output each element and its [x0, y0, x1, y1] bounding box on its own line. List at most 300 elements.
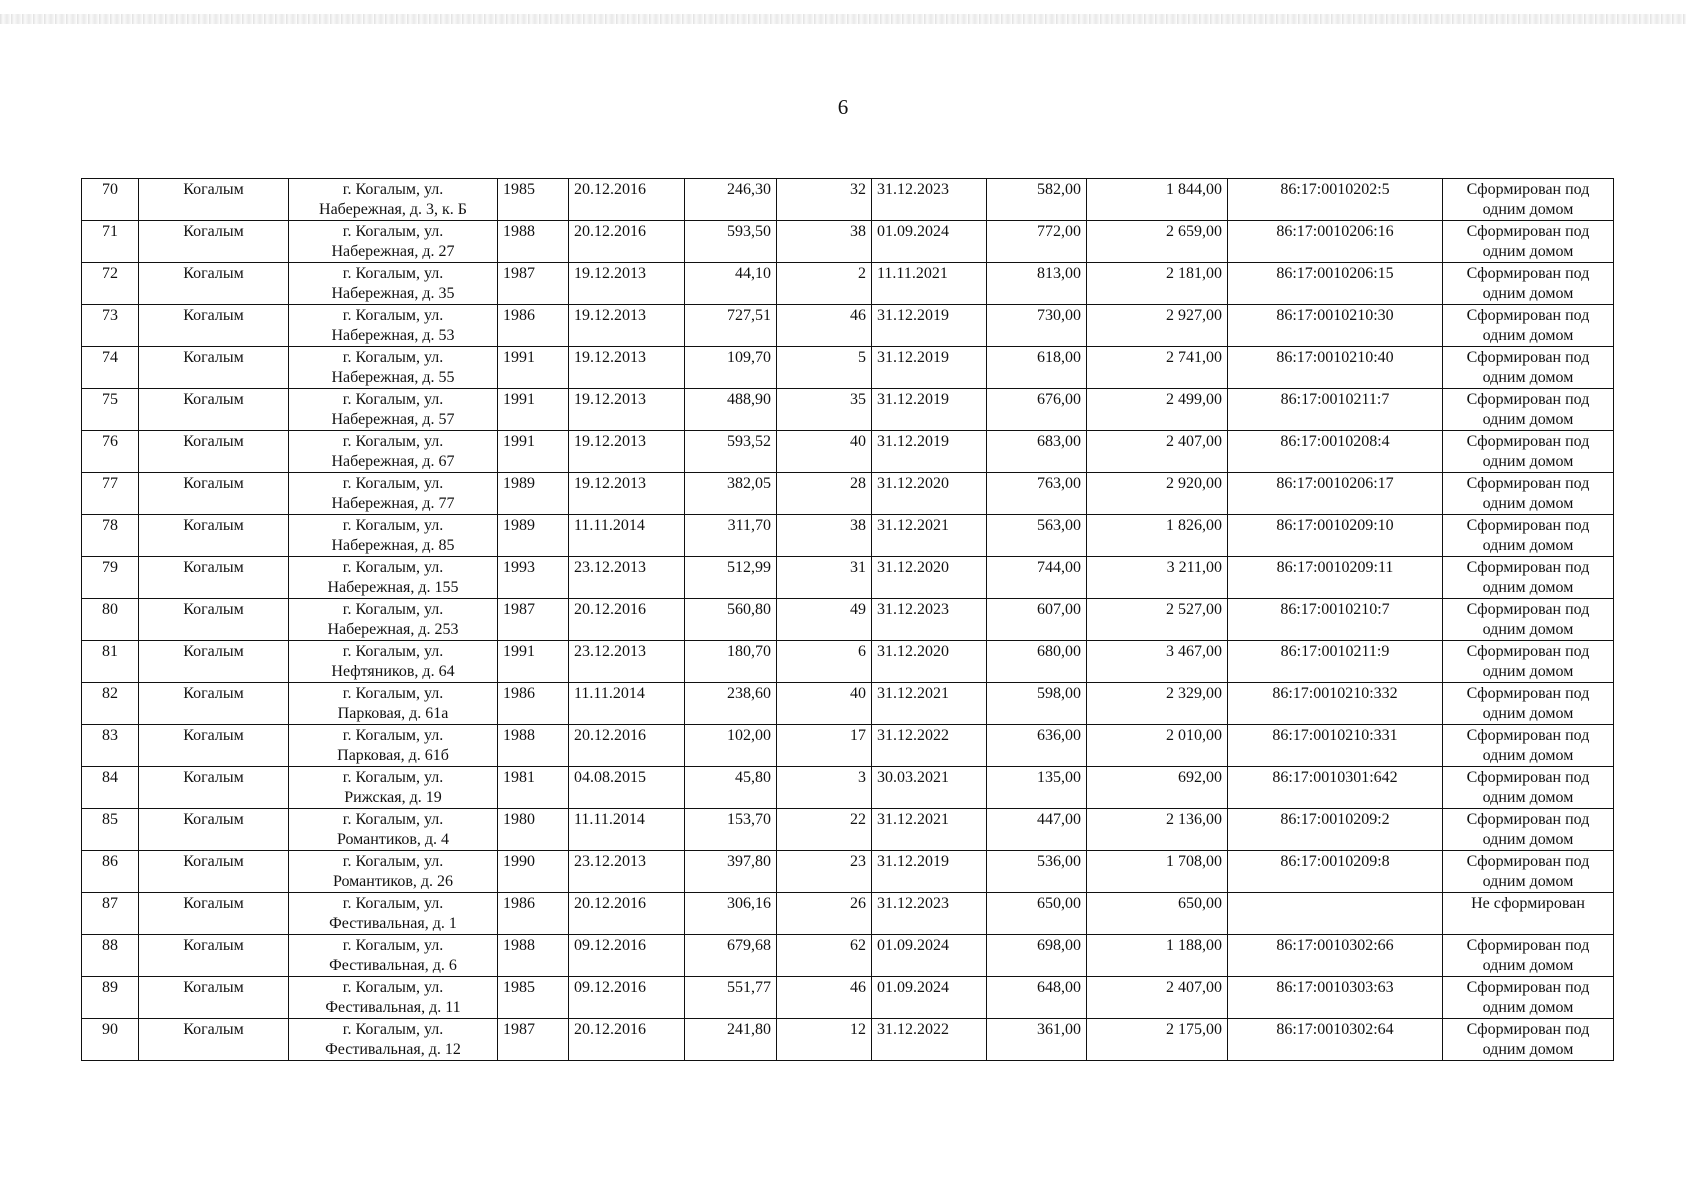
count-cell: 26	[777, 893, 872, 935]
area-cell: 238,60	[685, 683, 777, 725]
city-cell: Когалым	[139, 347, 289, 389]
city-cell: Когалым	[139, 851, 289, 893]
deadline-date-cell: 31.12.2019	[872, 305, 987, 347]
area-cell: 102,00	[685, 725, 777, 767]
year-cell: 1988	[498, 935, 569, 977]
date-cell: 19.12.2013	[569, 389, 685, 431]
city-cell: Когалым	[139, 431, 289, 473]
status-cell-line-2: одним домом	[1482, 285, 1574, 302]
row-number-cell: 81	[82, 641, 139, 683]
count-cell: 17	[777, 725, 872, 767]
address-cell-line-2: Набережная, д. 53	[331, 327, 455, 344]
count-cell: 40	[777, 683, 872, 725]
count-cell: 28	[777, 473, 872, 515]
address-cell	[289, 263, 498, 305]
cadastral-number-cell	[1228, 893, 1443, 935]
table-row	[82, 851, 1614, 893]
value-cell: 676,00	[987, 389, 1087, 431]
year-cell: 1989	[498, 473, 569, 515]
count-cell: 3	[777, 767, 872, 809]
table-row	[82, 893, 1614, 935]
status-cell	[1443, 725, 1614, 767]
table-row	[82, 641, 1614, 683]
date-cell: 09.12.2016	[569, 977, 685, 1019]
address-cell-line-2: Набережная, д. 3, к. Б	[319, 201, 467, 218]
status-cell-line-2: одним домом	[1482, 243, 1574, 260]
total-value-cell: 2 499,00	[1087, 389, 1228, 431]
cadastral-number-cell: 86:17:0010206:16	[1228, 221, 1443, 263]
status-cell	[1443, 431, 1614, 473]
year-cell: 1991	[498, 641, 569, 683]
date-cell: 04.08.2015	[569, 767, 685, 809]
status-cell	[1443, 599, 1614, 641]
city-cell: Когалым	[139, 305, 289, 347]
deadline-date-cell: 31.12.2019	[872, 851, 987, 893]
status-cell	[1443, 809, 1614, 851]
status-cell-line-1: Сформирован под	[1466, 643, 1590, 660]
address-cell	[289, 851, 498, 893]
status-cell-line-1: Сформирован под	[1466, 391, 1590, 408]
address-cell-line-2: Парковая, д. 61б	[337, 747, 449, 764]
count-cell: 2	[777, 263, 872, 305]
area-cell: 512,99	[685, 557, 777, 599]
year-cell: 1988	[498, 221, 569, 263]
status-cell-line-2: одним домом	[1482, 621, 1574, 638]
address-cell-line-1: г. Когалым, ул.	[342, 307, 444, 324]
value-cell: 763,00	[987, 473, 1087, 515]
status-cell-line-1: Сформирован под	[1466, 1021, 1590, 1038]
status-cell-line-2: одним домом	[1482, 495, 1574, 512]
total-value-cell: 650,00	[1087, 893, 1228, 935]
date-cell: 19.12.2013	[569, 263, 685, 305]
city-cell: Когалым	[139, 683, 289, 725]
status-cell	[1443, 977, 1614, 1019]
year-cell: 1986	[498, 683, 569, 725]
row-number-cell: 86	[82, 851, 139, 893]
address-cell	[289, 557, 498, 599]
year-cell: 1981	[498, 767, 569, 809]
row-number-cell: 79	[82, 557, 139, 599]
address-cell-line-1: г. Когалым, ул.	[342, 853, 444, 870]
date-cell: 20.12.2016	[569, 1019, 685, 1061]
count-cell: 62	[777, 935, 872, 977]
city-cell: Когалым	[139, 263, 289, 305]
row-number-cell: 89	[82, 977, 139, 1019]
city-cell: Когалым	[139, 557, 289, 599]
year-cell: 1991	[498, 347, 569, 389]
area-cell: 306,16	[685, 893, 777, 935]
count-cell: 38	[777, 221, 872, 263]
year-cell: 1989	[498, 515, 569, 557]
cadastral-number-cell: 86:17:0010210:331	[1228, 725, 1443, 767]
status-cell-line-2: одним домом	[1482, 579, 1574, 596]
address-cell	[289, 515, 498, 557]
total-value-cell: 2 175,00	[1087, 1019, 1228, 1061]
status-cell	[1443, 347, 1614, 389]
year-cell: 1985	[498, 179, 569, 221]
date-cell: 11.11.2014	[569, 809, 685, 851]
area-cell: 488,90	[685, 389, 777, 431]
value-cell: 683,00	[987, 431, 1087, 473]
status-cell-line-1: Сформирован под	[1466, 937, 1590, 954]
cadastral-number-cell: 86:17:0010206:15	[1228, 263, 1443, 305]
status-cell-line-1: Сформирован под	[1466, 349, 1590, 366]
table-body	[82, 179, 1614, 1061]
address-cell	[289, 1019, 498, 1061]
city-cell: Когалым	[139, 389, 289, 431]
total-value-cell: 2 927,00	[1087, 305, 1228, 347]
address-cell-line-1: г. Когалым, ул.	[342, 601, 444, 618]
count-cell: 12	[777, 1019, 872, 1061]
table-row	[82, 389, 1614, 431]
table-row	[82, 1019, 1614, 1061]
area-cell: 44,10	[685, 263, 777, 305]
row-number-cell: 75	[82, 389, 139, 431]
status-cell-line-2: одним домом	[1482, 411, 1574, 428]
cadastral-number-cell: 86:17:0010301:642	[1228, 767, 1443, 809]
row-number-cell: 87	[82, 893, 139, 935]
page-number: 6	[837, 95, 849, 119]
address-cell-line-2: Набережная, д. 55	[331, 369, 455, 386]
address-cell-line-1: г. Когалым, ул.	[342, 559, 444, 576]
count-cell: 6	[777, 641, 872, 683]
address-cell-line-1: г. Когалым, ул.	[342, 475, 444, 492]
status-cell-line-2: одним домом	[1482, 201, 1574, 218]
address-cell	[289, 431, 498, 473]
count-cell: 46	[777, 977, 872, 1019]
address-cell	[289, 977, 498, 1019]
area-cell: 679,68	[685, 935, 777, 977]
status-cell	[1443, 473, 1614, 515]
year-cell: 1987	[498, 1019, 569, 1061]
status-cell-line-1: Сформирован под	[1466, 433, 1590, 450]
status-cell	[1443, 683, 1614, 725]
address-cell-line-1: г. Когалым, ул.	[342, 1021, 444, 1038]
total-value-cell: 2 181,00	[1087, 263, 1228, 305]
deadline-date-cell: 01.09.2024	[872, 977, 987, 1019]
status-cell-line-1: Сформирован под	[1466, 727, 1590, 744]
row-number-cell: 74	[82, 347, 139, 389]
city-cell: Когалым	[139, 515, 289, 557]
total-value-cell: 2 010,00	[1087, 725, 1228, 767]
address-cell	[289, 221, 498, 263]
cadastral-number-cell: 86:17:0010210:7	[1228, 599, 1443, 641]
address-cell	[289, 305, 498, 347]
address-cell-line-2: Романтиков, д. 26	[332, 873, 454, 890]
address-cell-line-1: г. Когалым, ул.	[342, 937, 444, 954]
address-cell	[289, 809, 498, 851]
area-cell: 560,80	[685, 599, 777, 641]
deadline-date-cell: 01.09.2024	[872, 935, 987, 977]
status-cell-line-2: одним домом	[1482, 957, 1574, 974]
area-cell: 397,80	[685, 851, 777, 893]
address-cell	[289, 641, 498, 683]
city-cell: Когалым	[139, 473, 289, 515]
cadastral-number-cell: 86:17:0010206:17	[1228, 473, 1443, 515]
city-cell: Когалым	[139, 641, 289, 683]
count-cell: 22	[777, 809, 872, 851]
count-cell: 46	[777, 305, 872, 347]
year-cell: 1985	[498, 977, 569, 1019]
count-cell: 35	[777, 389, 872, 431]
total-value-cell: 1 188,00	[1087, 935, 1228, 977]
scan-edge-artifact	[0, 14, 1686, 24]
address-cell-line-1: г. Когалым, ул.	[342, 181, 444, 198]
address-cell-line-2: Фестивальная, д. 6	[329, 957, 457, 974]
address-cell	[289, 767, 498, 809]
deadline-date-cell: 31.12.2022	[872, 725, 987, 767]
row-number-cell: 80	[82, 599, 139, 641]
count-cell: 38	[777, 515, 872, 557]
area-cell: 593,52	[685, 431, 777, 473]
area-cell: 180,70	[685, 641, 777, 683]
value-cell: 730,00	[987, 305, 1087, 347]
total-value-cell: 1 844,00	[1087, 179, 1228, 221]
status-cell-line-1: Сформирован под	[1466, 979, 1590, 996]
city-cell: Когалым	[139, 599, 289, 641]
cadastral-number-cell: 86:17:0010302:66	[1228, 935, 1443, 977]
row-number-cell: 73	[82, 305, 139, 347]
address-cell-line-2: Набережная, д. 67	[331, 453, 455, 470]
count-cell: 49	[777, 599, 872, 641]
total-value-cell: 2 136,00	[1087, 809, 1228, 851]
table-row	[82, 221, 1614, 263]
status-cell	[1443, 263, 1614, 305]
date-cell: 19.12.2013	[569, 305, 685, 347]
row-number-cell: 71	[82, 221, 139, 263]
count-cell: 5	[777, 347, 872, 389]
address-cell-line-2: Романтиков, д. 4	[336, 831, 450, 848]
area-cell: 551,77	[685, 977, 777, 1019]
city-cell: Когалым	[139, 935, 289, 977]
total-value-cell: 2 741,00	[1087, 347, 1228, 389]
address-cell	[289, 893, 498, 935]
status-cell	[1443, 221, 1614, 263]
deadline-date-cell: 31.12.2019	[872, 347, 987, 389]
row-number-cell: 72	[82, 263, 139, 305]
year-cell: 1986	[498, 305, 569, 347]
date-cell: 11.11.2014	[569, 515, 685, 557]
year-cell: 1987	[498, 263, 569, 305]
address-cell	[289, 179, 498, 221]
deadline-date-cell: 31.12.2019	[872, 389, 987, 431]
address-cell-line-2: Фестивальная, д. 12	[325, 1041, 461, 1058]
area-cell: 45,80	[685, 767, 777, 809]
address-cell-line-1: г. Когалым, ул.	[342, 895, 444, 912]
status-cell-line-2: одним домом	[1482, 831, 1574, 848]
address-cell-line-1: г. Когалым, ул.	[342, 517, 444, 534]
date-cell: 20.12.2016	[569, 221, 685, 263]
status-cell-line-1: Сформирован под	[1466, 769, 1590, 786]
status-cell-line-2: одним домом	[1482, 789, 1574, 806]
status-cell-line-1: Сформирован под	[1466, 685, 1590, 702]
total-value-cell: 2 407,00	[1087, 977, 1228, 1019]
date-cell: 20.12.2016	[569, 599, 685, 641]
city-cell: Когалым	[139, 179, 289, 221]
row-number-cell: 82	[82, 683, 139, 725]
status-cell-line-1: Не сформирован	[1471, 895, 1585, 912]
status-cell-line-1: Сформирован под	[1466, 517, 1590, 534]
count-cell: 40	[777, 431, 872, 473]
status-cell-line-1: Сформирован под	[1466, 601, 1590, 618]
status-cell-line-2: одним домом	[1482, 369, 1574, 386]
status-cell-line-2: одним домом	[1482, 747, 1574, 764]
status-cell	[1443, 179, 1614, 221]
status-cell-line-2: одним домом	[1482, 999, 1574, 1016]
address-cell-line-1: г. Когалым, ул.	[342, 265, 444, 282]
status-cell-line-2: одним домом	[1482, 537, 1574, 554]
address-cell-line-2: Набережная, д. 35	[331, 285, 455, 302]
area-cell: 593,50	[685, 221, 777, 263]
housing-table	[81, 178, 1614, 1061]
status-cell	[1443, 935, 1614, 977]
address-cell-line-2: Набережная, д. 253	[327, 621, 459, 638]
status-cell-line-1: Сформирован под	[1466, 559, 1590, 576]
value-cell: 636,00	[987, 725, 1087, 767]
total-value-cell: 2 329,00	[1087, 683, 1228, 725]
status-cell	[1443, 893, 1614, 935]
cadastral-number-cell: 86:17:0010210:332	[1228, 683, 1443, 725]
cadastral-number-cell: 86:17:0010211:7	[1228, 389, 1443, 431]
table-row	[82, 347, 1614, 389]
area-cell: 382,05	[685, 473, 777, 515]
status-cell-line-2: одним домом	[1482, 663, 1574, 680]
address-cell-line-2: Нефтяников, д. 64	[331, 663, 455, 680]
address-cell-line-2: Рижская, д. 19	[344, 789, 442, 806]
status-cell-line-1: Сформирован под	[1466, 853, 1590, 870]
address-cell	[289, 347, 498, 389]
status-cell	[1443, 1019, 1614, 1061]
address-cell	[289, 473, 498, 515]
deadline-date-cell: 31.12.2020	[872, 473, 987, 515]
status-cell-line-2: одним домом	[1482, 873, 1574, 890]
address-cell-line-2: Набережная, д. 85	[331, 537, 455, 554]
total-value-cell: 2 407,00	[1087, 431, 1228, 473]
table-row	[82, 977, 1614, 1019]
row-number-cell: 77	[82, 473, 139, 515]
value-cell: 813,00	[987, 263, 1087, 305]
area-cell: 246,30	[685, 179, 777, 221]
total-value-cell: 2 527,00	[1087, 599, 1228, 641]
table-row	[82, 473, 1614, 515]
status-cell-line-1: Сформирован под	[1466, 181, 1590, 198]
cadastral-number-cell: 86:17:0010209:10	[1228, 515, 1443, 557]
deadline-date-cell: 01.09.2024	[872, 221, 987, 263]
value-cell: 582,00	[987, 179, 1087, 221]
status-cell-line-2: одним домом	[1482, 1041, 1574, 1058]
address-cell-line-1: г. Когалым, ул.	[342, 811, 444, 828]
address-cell-line-2: Набережная, д. 77	[331, 495, 455, 512]
cadastral-number-cell: 86:17:0010202:5	[1228, 179, 1443, 221]
city-cell: Когалым	[139, 809, 289, 851]
deadline-date-cell: 31.12.2023	[872, 179, 987, 221]
date-cell: 19.12.2013	[569, 431, 685, 473]
address-cell-line-1: г. Когалым, ул.	[342, 349, 444, 366]
year-cell: 1988	[498, 725, 569, 767]
address-cell-line-1: г. Когалым, ул.	[342, 433, 444, 450]
deadline-date-cell: 31.12.2019	[872, 431, 987, 473]
total-value-cell: 3 467,00	[1087, 641, 1228, 683]
deadline-date-cell: 31.12.2020	[872, 557, 987, 599]
status-cell-line-2: одним домом	[1482, 453, 1574, 470]
date-cell: 20.12.2016	[569, 179, 685, 221]
year-cell: 1980	[498, 809, 569, 851]
address-cell-line-1: г. Когалым, ул.	[342, 769, 444, 786]
date-cell: 23.12.2013	[569, 851, 685, 893]
city-cell: Когалым	[139, 221, 289, 263]
value-cell: 772,00	[987, 221, 1087, 263]
city-cell: Когалым	[139, 893, 289, 935]
row-number-cell: 83	[82, 725, 139, 767]
cadastral-number-cell: 86:17:0010303:63	[1228, 977, 1443, 1019]
address-cell-line-1: г. Когалым, ул.	[342, 685, 444, 702]
row-number-cell: 90	[82, 1019, 139, 1061]
area-cell: 241,80	[685, 1019, 777, 1061]
total-value-cell: 3 211,00	[1087, 557, 1228, 599]
status-cell-line-1: Сформирован под	[1466, 265, 1590, 282]
address-cell-line-2: Набережная, д. 27	[331, 243, 455, 260]
value-cell: 650,00	[987, 893, 1087, 935]
status-cell	[1443, 851, 1614, 893]
table-row	[82, 767, 1614, 809]
value-cell: 698,00	[987, 935, 1087, 977]
city-cell: Когалым	[139, 1019, 289, 1061]
area-cell: 153,70	[685, 809, 777, 851]
value-cell: 607,00	[987, 599, 1087, 641]
value-cell: 447,00	[987, 809, 1087, 851]
table-row	[82, 683, 1614, 725]
count-cell: 23	[777, 851, 872, 893]
deadline-date-cell: 30.03.2021	[872, 767, 987, 809]
total-value-cell: 2 920,00	[1087, 473, 1228, 515]
status-cell	[1443, 515, 1614, 557]
deadline-date-cell: 31.12.2021	[872, 515, 987, 557]
date-cell: 19.12.2013	[569, 347, 685, 389]
address-cell	[289, 683, 498, 725]
year-cell: 1991	[498, 389, 569, 431]
total-value-cell: 1 826,00	[1087, 515, 1228, 557]
cadastral-number-cell: 86:17:0010210:40	[1228, 347, 1443, 389]
value-cell: 680,00	[987, 641, 1087, 683]
row-number-cell: 88	[82, 935, 139, 977]
area-cell: 311,70	[685, 515, 777, 557]
status-cell-line-1: Сформирован под	[1466, 307, 1590, 324]
value-cell: 536,00	[987, 851, 1087, 893]
deadline-date-cell: 31.12.2022	[872, 1019, 987, 1061]
year-cell: 1991	[498, 431, 569, 473]
address-cell-line-2: Набережная, д. 57	[331, 411, 455, 428]
deadline-date-cell: 11.11.2021	[872, 263, 987, 305]
status-cell-line-1: Сформирован под	[1466, 223, 1590, 240]
row-number-cell: 85	[82, 809, 139, 851]
address-cell	[289, 599, 498, 641]
row-number-cell: 70	[82, 179, 139, 221]
value-cell: 563,00	[987, 515, 1087, 557]
table-row	[82, 809, 1614, 851]
status-cell-line-2: одним домом	[1482, 327, 1574, 344]
year-cell: 1990	[498, 851, 569, 893]
date-cell: 23.12.2013	[569, 557, 685, 599]
table-row	[82, 935, 1614, 977]
address-cell-line-2: Фестивальная, д. 11	[325, 999, 461, 1016]
year-cell: 1986	[498, 893, 569, 935]
count-cell: 31	[777, 557, 872, 599]
city-cell: Когалым	[139, 977, 289, 1019]
value-cell: 598,00	[987, 683, 1087, 725]
value-cell: 618,00	[987, 347, 1087, 389]
cadastral-number-cell: 86:17:0010211:9	[1228, 641, 1443, 683]
cadastral-number-cell: 86:17:0010210:30	[1228, 305, 1443, 347]
